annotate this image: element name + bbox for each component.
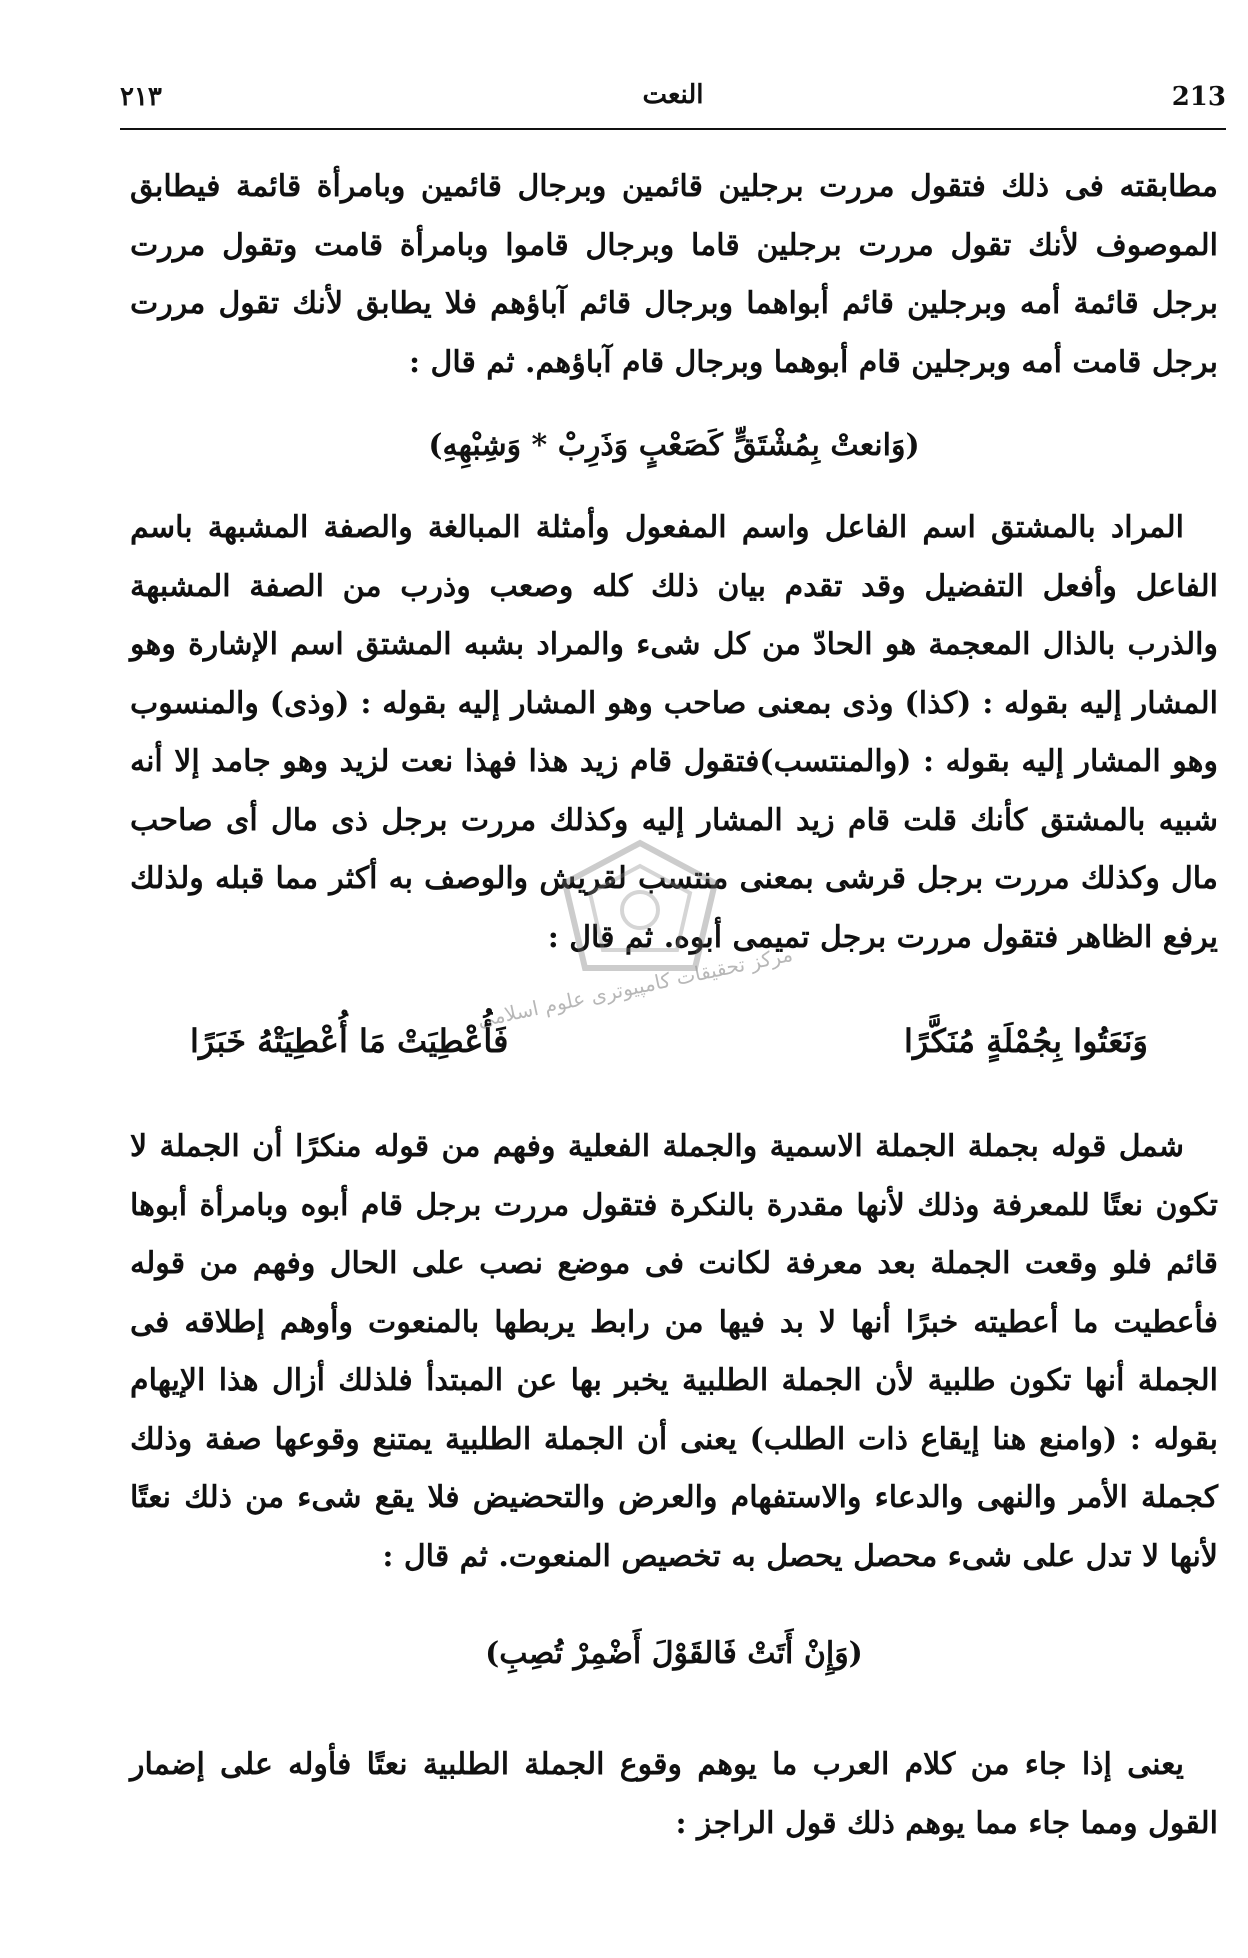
verse-1: (وَانعتْ بِمُشْتَقٍّ كَصَعْبٍ وَذَرِبْ * وَشِبْهِهِ) (428, 428, 920, 463)
library-seal-watermark (555, 838, 725, 978)
verse-2-second-hemistich: فَأُعْطِيَتْ مَا أُعْطِيَتْهُ خَبَرًا (190, 1022, 509, 1060)
paragraph-1: مطابقته فى ذلك فتقول مررت برجلين قائمين وبرجال قائمين وبامرأة قائمة فيطابق الموصوف لأنك تقول مررت برجلين قاما وبرجال قاموا وبامرأة قامت وتقول مررت برجل قائمة أمه وبرجلين قائم أبواهما وبرجال قائم آباؤهم فلا يطابق لأنك تقول مررت برجل قامت أمه وبرجلين قام أبوهما وبرجال قام آباؤهم. ثم قال : (130, 169, 1218, 380)
running-header (120, 80, 1226, 130)
header-rule (120, 128, 1226, 130)
paragraph-4: يعنى إذا جاء من كلام العرب ما يوهم وقوع الجملة الطلبية نعتًا فأوله على إضمار القول ومما جاء مما يوهم ذلك قول الراجز : (130, 1747, 1218, 1841)
paragraph-2: المراد بالمشتق اسم الفاعل واسم المفعول وأمثلة المبالغة والصفة المشبهة باسم الفاعل وأفعل التفضيل وقد تقدم بيان ذلك كله وصعب وذرب من الصفة المشبهة والذرب بالذال المعجمة هو الحادّ من كل شىء والمراد بشبه المشتق اسم الإشارة وهو المشار إليه بقوله : (كذا) وذى بمعنى صاحب وهو المشار إليه بقوله : (وذى) والمنسوب وهو المشار إليه بقوله : (والمنتسب)فتقول قام زيد هذا فهذا نعت لزيد وهو جامد إلا أنه شبيه بالمشتق كأنك قلت قام زيد المشار إليه وكذلك مررت برجل ذى مال أى صاحب مال وكذلك مررت برجل قرشى بمعنى منتسب لقريش والوصف به أكثر مما قبله ولذلك يرفع الظاهر فتقول مررت برجل تميمى أبوه. ثم قال : (130, 510, 1218, 955)
page-number-arabic: ٢١٣ (120, 82, 162, 112)
chapter-title: النعت (642, 80, 704, 110)
verse-2-first-hemistich: وَنَعَتُوا بِجُمْلَةٍ مُنَكَّرًا (904, 1022, 1148, 1060)
verse-2 (190, 1022, 1148, 1060)
verse-3: (وَإِنْ أَتَتْ فَالقَوْلَ أَضْمِرْ تُصِبِ) (485, 1636, 863, 1671)
page-number-latin: 213 (1171, 82, 1226, 112)
paragraph-3: شمل قوله بجملة الجملة الاسمية والجملة الفعلية وفهم من قوله منكرًا أن الجملة لا تكون نعتًا للمعرفة وذلك لأنها مقدرة بالنكرة فتقول مررت برجل قام أبوه وبامرأة أبوها قائم فلو وقعت الجملة بعد معرفة لكانت فى موضع نصب على الحال وفهم من قوله فأعطيت ما أعطيته خبرًا أنها لا بد فيها من رابط يربطها بالمنعوت وأوهم إطلاقه فى الجملة أنها تكون طلبية لأن الجملة الطلبية يخبر بها عن المبتدأ فلذلك أزال هذا الإيهام بقوله : (وامنع هنا إيقاع ذات الطلب) يعنى أن الجملة الطلبية يمتنع وقوعها صفة وذلك كجملة الأمر والنهى والدعاء والاستفهام والعرض والتحضيض فلا يقع شىء من ذلك نعتًا لأنها لا تدل على شىء محصل يحصل به تخصيص المنعوت. ثم قال : (130, 1129, 1219, 1574)
watermark-text: مركز تحقيقات كامپيوترى علوم اسلامى (475, 941, 795, 1033)
